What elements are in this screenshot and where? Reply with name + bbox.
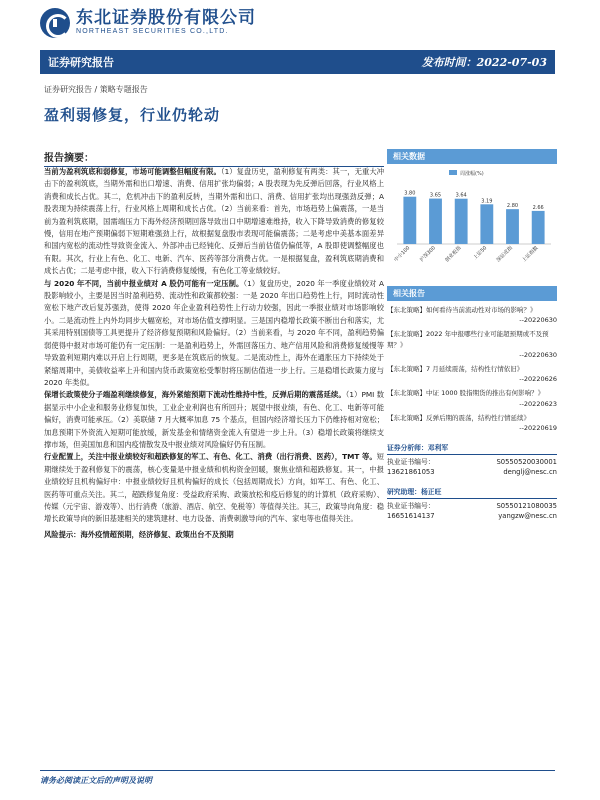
analyst-phone: 16651614137 bbox=[387, 512, 435, 521]
data-label: 3.65 bbox=[429, 192, 442, 199]
cert-number: S0550121080035 bbox=[496, 502, 557, 511]
report-item[interactable] bbox=[387, 329, 557, 360]
category-label: 上证指数 bbox=[521, 245, 540, 264]
analyst-email[interactable]: yangzw@nesc.cn bbox=[498, 512, 557, 521]
paragraph-3 bbox=[44, 389, 384, 451]
paragraph-lead: 与 2020 年不同，当前中报业绩对 A 股仍可能有一定压制。 bbox=[44, 278, 244, 288]
data-label: 2.66 bbox=[532, 204, 544, 211]
company-logo bbox=[40, 6, 256, 40]
legend-swatch bbox=[449, 170, 457, 175]
related-reports-heading: 相关报告 bbox=[387, 286, 557, 301]
data-label: 3.80 bbox=[404, 190, 416, 197]
breadcrumb: 证券研究报告 / 策略专题报告 bbox=[44, 85, 148, 94]
paragraph-lead: 保增长政策使分子端盈利继续修复，海外紧缩预期下流动性维持中性，反弹后期的震荡延续。 bbox=[44, 390, 346, 400]
sidebar bbox=[387, 149, 557, 521]
paragraph-text: （1）复盘历史，盈利修复有两类：其一，无重大冲击下的盈利筑底，当期外需和出口增速、消费、信用扩张均偏弱；A 股表现为先反弹后回落，行业风格上消费和成长占优。其二，危机冲击下的盈利反转，当期外需和出口、消费、信用扩张均出现强劲反弹；A 股表现为持续震荡上行，行业风格上周期和成长占优。（2）当前来看：首先，市场趋势上偏震荡，一是当前为盈利筑底期，国需端压力下海外经济预期回落导致出口中期增速难维持，收入下降导致消费的修复较慢，信用在地产预期偏弱下短期难强劲上行，故根据复盘股市表现可能偏震荡；二是考虑中美基本面差异和国内宽松的流动性导致资金流入、外部冲击已经钝化、反弹后当前估值仍偏低等，A 股即使调整幅度也有限。其次，行业上有色、化工、电新、汽车、医药等部分消费占优。一是根据复盘，盈利筑底期消费和成长占优；二是考虑中报，收入下行消费修复缓慢，有色化工等业绩较好。 bbox=[44, 167, 384, 276]
related-data-heading: 相关数据 bbox=[387, 149, 557, 164]
paragraph-lead: 当前为盈利筑底和弱修复，市场可能调整但幅度有限。 bbox=[44, 167, 221, 176]
report-date: --20220619 bbox=[519, 424, 557, 433]
risk-warning bbox=[44, 529, 384, 541]
report-item[interactable] bbox=[387, 305, 557, 325]
bar bbox=[480, 204, 493, 244]
logo-cn: 东北证券股份有限公司 bbox=[76, 8, 256, 28]
report-title[interactable]: 【东北策略】反弹后期的震荡，结构性行情延续》 bbox=[387, 413, 530, 422]
legend-label: 周涨幅(%) bbox=[460, 171, 484, 177]
data-label: 3.19 bbox=[481, 198, 493, 205]
report-title[interactable]: 【东北策略】2022 年中报哪些行业可能超预期或不及预期？》 bbox=[387, 330, 549, 349]
header-banner bbox=[40, 50, 555, 74]
index-bar-chart bbox=[387, 164, 557, 278]
cert-label: 执业证书编号： bbox=[387, 458, 435, 467]
chart-svg bbox=[387, 164, 557, 278]
bar bbox=[455, 199, 468, 244]
data-label: 2.80 bbox=[506, 203, 519, 210]
logo-icon bbox=[40, 8, 70, 38]
report-title[interactable]: 【东北策略】如何看待当前流动性对市场的影响？》 bbox=[387, 306, 537, 314]
analyst-phone: 13621861053 bbox=[387, 468, 435, 477]
category-label: 沪深300 bbox=[418, 245, 437, 264]
bar bbox=[506, 209, 519, 244]
report-title[interactable]: 【东北策略】7 月延续震荡，结构性行情依旧》 bbox=[387, 365, 524, 374]
report-item[interactable] bbox=[387, 364, 557, 384]
paragraph-2 bbox=[44, 278, 384, 390]
report-title[interactable]: 【东北策略】中证 1000 股指期货的推出有何影响？》 bbox=[387, 389, 545, 398]
bar bbox=[532, 211, 545, 244]
paragraph-text: 短期继续处于盈利修复下的震荡，核心变量是中报业绩和机构资金回暖，聚焦业绩和超跌修复。其一，中报业绩较好且机构偏好中：中报业绩较好且机构偏好的成长（包括周期成长）方向，如军工、有色、化工、医药等可重点关注。其二，超跌修复角度：受益政府采购、政策放松和疫后修复的的计算机（政府采购）、传媒（元宇宙、游戏等）、出行消费（旅游、酒店、航空、免税等）等值得关注。其三，政策导向角度：稳增长政策导向的新旧基建相关的建筑建材、电力设备、消费刺激导向的汽车、家电等也值得关注。 bbox=[44, 452, 384, 524]
publish-date: 发布时间：2022-07-03 bbox=[421, 56, 547, 69]
cert-label: 执业证书编号： bbox=[387, 502, 435, 511]
risk-text: 海外疫情超预期，经济修复、政策出台不及预期 bbox=[80, 529, 234, 539]
analyst-email[interactable]: denglj@nesc.cn bbox=[503, 468, 557, 477]
bar bbox=[429, 199, 442, 244]
bar bbox=[403, 197, 416, 244]
cert-number: S0550520030001 bbox=[496, 458, 557, 467]
category-label: 深证成指 bbox=[495, 245, 514, 264]
analyst-block-2 bbox=[387, 487, 557, 521]
paragraph-text: （1）复盘历史，2020 年一季度业绩较对 A 股影响较小，主要是因当时盈利趋势、流动性和政策都较强：一是 2020 年出口趋势性上行，同时流动性宽松下地产改后复苏强劲，使得 2020 年企业盈利趋势性上行动力较强，因此一季报业绩对市场影响较小。二是流动性上内外均同步大幅宽松，对市场估值支撑明显。三是国内稳增长政策不断出台和落实，尤其采用特别国债等工具更提升了经济修复预期和风险偏好。（2）当前来看，与 2020 年不同，盈利趋势偏弱使得中报对市场可能仍有一定压制：一是盈利趋势上，外需回落压力、地产信用风险和消费修复缓慢等导致盈利短期内难以开启上行周期，更多是在筑底后的恢复。二是流动性上，海外在通胀压力下持续处于紧缩周期中，美债收益率上升和国内货币政策宽松受掣肘将压制估值进一步上行。三是稳增长政策力度与 2020 年类似。 bbox=[44, 278, 384, 387]
category-label: 创业板指 bbox=[444, 245, 463, 264]
summary-body bbox=[44, 166, 384, 541]
report-date: --20220626 bbox=[519, 375, 557, 384]
paragraph-text: （1）PMI 数据显示中小企业和服务业修复加快，工业企业利润也有所回升；展望中报业绩，有色、化工、电新等可能偏好，消费可能承压。（2）美联储 7 月大概率加息 75 个基点，但国内经济增长压力下仍维持相对宽松；加息预期下外资流入短期可能放缓，新发基金和情绪资金流入有望进一步上升。（3）稳增长政策将继续支撑市场，但美国加息和国内疫情散发及中报业绩对风险偏好仍有压制。 bbox=[44, 390, 384, 449]
analyst-name: 证券分析师：邓利军 bbox=[387, 443, 557, 455]
paragraph-1 bbox=[44, 166, 384, 278]
report-date: --20220630 bbox=[519, 350, 557, 359]
report-date: --20220623 bbox=[519, 399, 557, 408]
page-title: 盈利弱修复，行业仍轮动 bbox=[44, 106, 221, 124]
data-label: 3.64 bbox=[455, 192, 467, 199]
paragraph-4 bbox=[44, 451, 384, 525]
report-item[interactable] bbox=[387, 388, 557, 408]
report-date: --20220630 bbox=[519, 316, 557, 325]
logo-en: NORTHEAST SECURITIES CO.,LTD. bbox=[76, 28, 229, 35]
analyst-name: 研究助理：杨正旺 bbox=[387, 487, 557, 499]
banner-label: 证券研究报告 bbox=[48, 56, 114, 69]
report-item[interactable] bbox=[387, 413, 557, 433]
summary-heading: 报告摘要： bbox=[44, 149, 384, 167]
category-label: 中小100 bbox=[393, 245, 412, 264]
report-list bbox=[387, 305, 557, 433]
category-label: 上证50 bbox=[472, 245, 489, 261]
paragraph-lead: 行业配置上，关注中报业绩较好和超跌修复的军工、有色、化工、消费（出行消费、医药），TMT 等。 bbox=[44, 452, 377, 462]
risk-label: 风险提示： bbox=[44, 529, 81, 539]
analyst-block-1 bbox=[387, 443, 557, 477]
footer-disclaimer: 请务必阅读正文后的声明及说明 bbox=[40, 770, 555, 786]
